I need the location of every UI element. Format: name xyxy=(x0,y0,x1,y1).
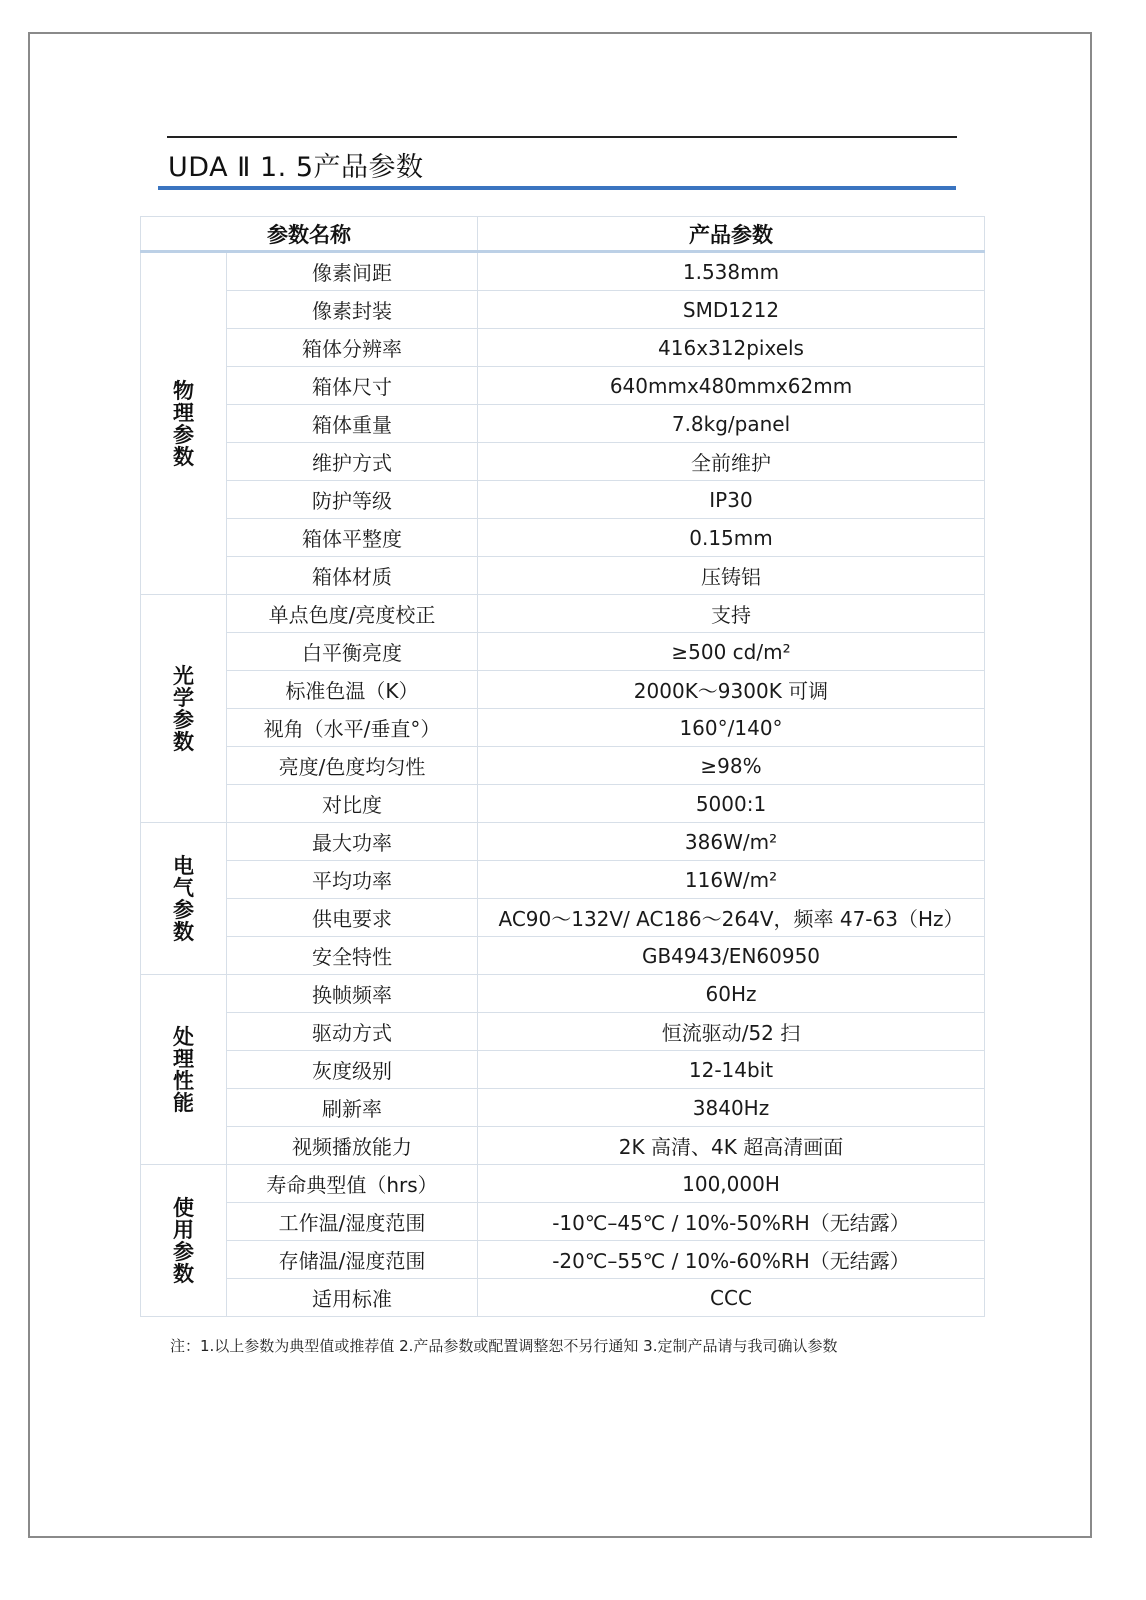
param-name-cell: 防护等级 xyxy=(227,481,478,519)
param-value-cell: 全前维护 xyxy=(478,443,985,481)
table-row xyxy=(141,1051,985,1089)
table-row xyxy=(141,671,985,709)
param-value-cell: 416x312pixels xyxy=(478,329,985,367)
param-name-cell: 箱体重量 xyxy=(227,405,478,443)
header-param-name: 参数名称 xyxy=(141,217,478,252)
table-row xyxy=(141,1013,985,1051)
param-name-cell: 单点色度/亮度校正 xyxy=(227,595,478,633)
group-label-text: 光学参数 xyxy=(173,663,194,754)
param-value-cell: ≥500 cd/m² xyxy=(478,633,985,671)
param-name-cell: 视频播放能力 xyxy=(227,1127,478,1165)
table-row xyxy=(141,861,985,899)
table-row xyxy=(141,1089,985,1127)
param-value-cell: SMD1212 xyxy=(478,291,985,329)
table-row xyxy=(141,1203,985,1241)
table-row xyxy=(141,443,985,481)
group-label xyxy=(141,595,227,823)
param-name-cell: 灰度级别 xyxy=(227,1051,478,1089)
table-row xyxy=(141,405,985,443)
table-row xyxy=(141,823,985,861)
param-value-cell: ≥98% xyxy=(478,747,985,785)
param-name-cell: 箱体材质 xyxy=(227,557,478,595)
param-name-cell: 安全特性 xyxy=(227,937,478,975)
param-name-cell: 像素封装 xyxy=(227,291,478,329)
table-row xyxy=(141,633,985,671)
param-value-cell: 恒流驱动/52 扫 xyxy=(478,1013,985,1051)
param-name-cell: 寿命典型值（hrs） xyxy=(227,1165,478,1203)
param-name-cell: 亮度/色度均匀性 xyxy=(227,747,478,785)
table-row xyxy=(141,595,985,633)
param-name-cell: 标准色温（K） xyxy=(227,671,478,709)
param-name-cell: 箱体平整度 xyxy=(227,519,478,557)
table-row xyxy=(141,1279,985,1317)
param-value-cell: 支持 xyxy=(478,595,985,633)
param-value-cell: -10℃–45℃ / 10%-50%RH（无结露） xyxy=(478,1203,985,1241)
spec-table xyxy=(140,216,985,1317)
table-row xyxy=(141,709,985,747)
param-value-cell: AC90～132V/ AC186～264V，频率 47-63（Hz） xyxy=(478,899,985,937)
param-name-cell: 存储温/湿度范围 xyxy=(227,1241,478,1279)
param-value-cell: -20℃–55℃ / 10%-60%RH（无结露） xyxy=(478,1241,985,1279)
title-underline xyxy=(158,186,956,190)
param-value-cell: 160°/140° xyxy=(478,709,985,747)
table-body xyxy=(141,252,985,1317)
param-name-cell: 平均功率 xyxy=(227,861,478,899)
param-name-cell: 刷新率 xyxy=(227,1089,478,1127)
param-name-cell: 白平衡亮度 xyxy=(227,633,478,671)
table-row xyxy=(141,291,985,329)
param-name-cell: 换帧频率 xyxy=(227,975,478,1013)
param-name-cell: 对比度 xyxy=(227,785,478,823)
param-value-cell: 640mmx480mmx62mm xyxy=(478,367,985,405)
param-value-cell: 7.8kg/panel xyxy=(478,405,985,443)
table-row xyxy=(141,747,985,785)
table-row xyxy=(141,975,985,1013)
group-label xyxy=(141,823,227,975)
group-label-text: 电气参数 xyxy=(173,853,194,944)
footnote: 注：1.以上参数为典型值或推荐值 2.产品参数或配置调整恕不另行通知 3.定制产品请与我司确认参数 xyxy=(170,1337,838,1355)
param-name-cell: 工作温/湿度范围 xyxy=(227,1203,478,1241)
param-value-cell: 12-14bit xyxy=(478,1051,985,1089)
param-value-cell: 1.538mm xyxy=(478,252,985,291)
param-name-cell: 供电要求 xyxy=(227,899,478,937)
group-label xyxy=(141,975,227,1165)
group-label-text: 物理参数 xyxy=(173,378,194,469)
table-row xyxy=(141,1165,985,1203)
param-name-cell: 像素间距 xyxy=(227,252,478,291)
table-row xyxy=(141,557,985,595)
table-row xyxy=(141,1127,985,1165)
param-name-cell: 视角（水平/垂直°） xyxy=(227,709,478,747)
param-name-cell: 箱体尺寸 xyxy=(227,367,478,405)
param-value-cell: 386W/m² xyxy=(478,823,985,861)
table-header-row xyxy=(141,217,985,252)
table-row xyxy=(141,252,985,291)
table-row xyxy=(141,329,985,367)
table-row xyxy=(141,937,985,975)
top-rule xyxy=(167,136,957,138)
param-name-cell: 维护方式 xyxy=(227,443,478,481)
table-row xyxy=(141,519,985,557)
param-name-cell: 最大功率 xyxy=(227,823,478,861)
param-value-cell: CCC xyxy=(478,1279,985,1317)
param-value-cell: 116W/m² xyxy=(478,861,985,899)
table-row xyxy=(141,481,985,519)
param-value-cell: 100,000H xyxy=(478,1165,985,1203)
param-value-cell: GB4943/EN60950 xyxy=(478,937,985,975)
group-label-text: 处理性能 xyxy=(173,1024,194,1115)
param-name-cell: 适用标准 xyxy=(227,1279,478,1317)
table-row xyxy=(141,367,985,405)
param-name-cell: 箱体分辨率 xyxy=(227,329,478,367)
table-row xyxy=(141,1241,985,1279)
table-row xyxy=(141,899,985,937)
group-label xyxy=(141,252,227,595)
header-product-param: 产品参数 xyxy=(478,217,985,252)
page-title: UDA Ⅱ 1. 5产品参数 xyxy=(168,152,424,183)
group-label xyxy=(141,1165,227,1317)
param-value-cell: 3840Hz xyxy=(478,1089,985,1127)
param-value-cell: IP30 xyxy=(478,481,985,519)
table-row xyxy=(141,785,985,823)
param-value-cell: 2K 高清、4K 超高清画面 xyxy=(478,1127,985,1165)
param-value-cell: 压铸铝 xyxy=(478,557,985,595)
param-value-cell: 0.15mm xyxy=(478,519,985,557)
group-label-text: 使用参数 xyxy=(173,1195,194,1286)
param-value-cell: 5000:1 xyxy=(478,785,985,823)
param-value-cell: 2000K～9300K 可调 xyxy=(478,671,985,709)
param-value-cell: 60Hz xyxy=(478,975,985,1013)
param-name-cell: 驱动方式 xyxy=(227,1013,478,1051)
